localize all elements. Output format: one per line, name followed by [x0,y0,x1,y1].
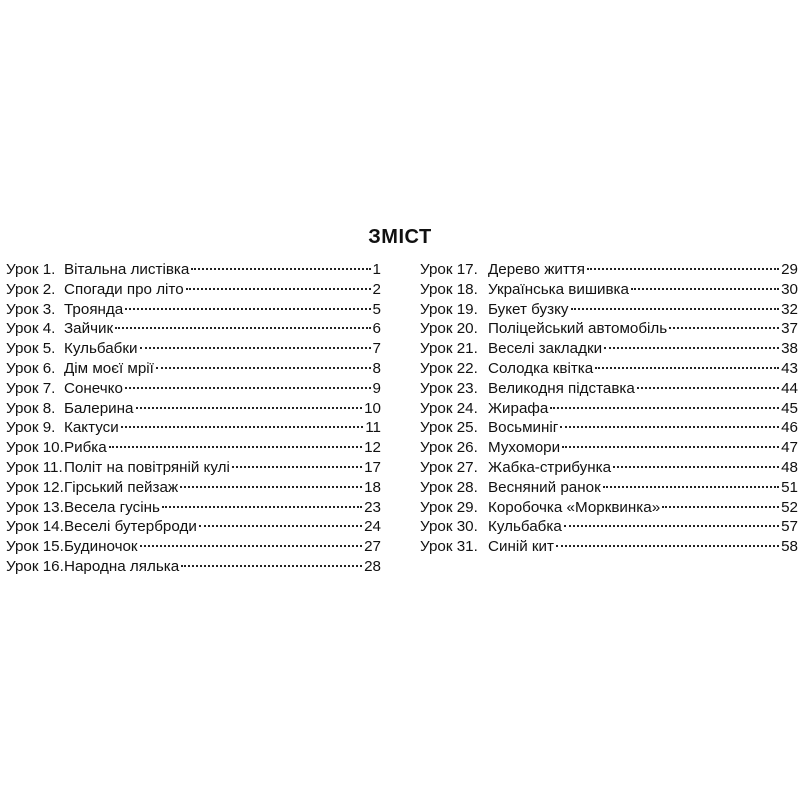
lesson-number: Урок 17. [420,261,478,278]
page-number: 1 [372,261,381,278]
page-number: 23 [364,498,381,516]
dot-leader [587,268,779,270]
toc-entry [6,498,381,518]
page-number: 58 [781,538,798,556]
toc-entry [6,418,381,438]
lesson-number: Урок 4. [6,320,56,338]
lesson-number: Урок 14. [6,518,64,536]
dot-leader [125,308,370,310]
lesson-title: Політ на повітряній кулі [64,458,230,476]
lesson-title: Спогади про літо [64,280,184,298]
dot-leader [199,525,362,527]
lesson-title: Балерина [64,399,134,417]
toc-entry [6,379,381,399]
lesson-number: Урок 9. [6,419,56,437]
lesson-number: Урок 28. [420,478,478,496]
lesson-title: Жабка-стрибунка [488,458,612,476]
dot-leader [125,387,371,389]
lesson-title: Троянда [64,300,124,318]
page-number: 10 [364,399,381,417]
toc-entry [420,399,798,419]
lesson-title: Українська вишивка [488,280,629,298]
lesson-title: Весела гусінь [64,498,160,516]
lesson-title: Поліцейський автомобіль [488,320,668,338]
lesson-title: Народна лялька [64,557,180,575]
lesson-title: Дерево життя [488,261,585,278]
page-number: 8 [372,359,381,377]
dot-leader [603,486,779,488]
page-number: 46 [781,419,798,437]
lesson-title: Веселі закладки [488,340,603,358]
dot-leader [186,288,371,290]
toc-entry [6,300,381,320]
toc-entry [420,458,798,478]
lesson-number: Урок 25. [420,419,478,437]
dot-leader [121,426,363,428]
toc-entry [6,359,381,379]
page-number: 30 [781,280,798,298]
dot-leader [604,347,779,349]
toc-entry [420,498,798,518]
lesson-number: Урок 16. [6,557,64,575]
lesson-title: Дім моєї мрії [64,359,154,377]
dot-leader [669,327,779,329]
toc-entry [420,418,798,438]
toc-entry [420,280,798,300]
dot-leader [162,506,362,508]
lesson-title: Коробочка «Морквинка» [488,498,661,516]
lesson-number: Урок 7. [6,379,56,397]
dot-leader [140,545,363,547]
page-number: 6 [372,320,381,338]
toc-entry [6,537,381,557]
toc-entry [6,557,381,577]
dot-leader [662,506,779,508]
dot-leader [136,407,363,409]
dot-leader [232,466,362,468]
lesson-title: Рибка [64,439,107,457]
toc-entry [420,260,798,280]
page-number: 37 [781,320,798,338]
lesson-number: Урок 19. [420,300,478,318]
lesson-title: Мухомори [488,439,561,457]
lesson-title: Кульбабки [64,340,138,358]
toc-right-column [420,260,798,557]
lesson-title: Вітальна листівка [64,261,190,278]
toc-entry [420,300,798,320]
toc-entry [6,399,381,419]
page-number: 43 [781,359,798,377]
page-number: 28 [364,557,381,575]
lesson-number: Урок 5. [6,340,56,358]
lesson-number: Урок 15. [6,538,64,556]
page-number: 45 [781,399,798,417]
toc-entry [6,478,381,498]
lesson-number: Урок 2. [6,280,56,298]
page-number: 11 [365,419,381,437]
lesson-title: Веселі бутерброди [64,518,197,536]
lesson-number: Урок 18. [420,280,478,298]
toc-entry [6,438,381,458]
dot-leader [181,565,362,567]
page-number: 57 [781,518,798,536]
lesson-number: Урок 23. [420,379,478,397]
dot-leader [595,367,779,369]
page-number: 47 [781,439,798,457]
toc-entry [6,458,381,478]
toc-entry [420,319,798,339]
lesson-number: Урок 8. [6,399,56,417]
lesson-title: Весняний ранок [488,478,601,496]
lesson-number: Урок 21. [420,340,478,358]
lesson-number: Урок 6. [6,359,56,377]
dot-leader [571,308,780,310]
dot-leader [109,446,362,448]
toc-left-column [6,260,381,577]
dot-leader [156,367,371,369]
page-number: 12 [364,439,381,457]
page-number: 18 [364,478,381,496]
page-number: 27 [364,538,381,556]
page-number: 7 [372,340,381,358]
toc-entry [420,339,798,359]
lesson-number: Урок 29. [420,498,478,516]
dot-leader [140,347,371,349]
toc-entry [420,478,798,498]
page-number: 2 [372,280,381,298]
page-number: 51 [781,478,798,496]
dot-leader [560,426,779,428]
lesson-number: Урок 12. [6,478,64,496]
lesson-title: Жирафа [488,399,549,417]
page-title: ЗМІСТ [368,226,432,248]
lesson-title: Будиночок [64,538,138,556]
page-number: 29 [781,261,798,278]
lesson-number: Урок 20. [420,320,478,338]
lesson-title: Кульбабка [488,518,562,536]
dot-leader [564,525,779,527]
page-number: 24 [364,518,381,536]
toc-entry [420,438,798,458]
lesson-number: Урок 22. [420,359,478,377]
page-number: 48 [781,458,798,476]
lesson-number: Урок 24. [420,399,478,417]
lesson-number: Урок 27. [420,458,478,476]
page-number: 17 [364,458,381,476]
page-number: 5 [372,300,381,318]
lesson-title: Синій кит [488,538,555,556]
lesson-number: Урок 13. [6,498,64,516]
lesson-number: Урок 10. [6,439,64,457]
page-number: 9 [372,379,381,397]
page-number: 38 [781,340,798,358]
dot-leader [556,545,779,547]
dot-leader [550,407,779,409]
toc-entry [6,280,381,300]
lesson-number: Урок 1. [6,261,56,278]
dot-leader [115,327,370,329]
dot-leader [180,486,362,488]
page-number: 52 [781,498,798,516]
toc-entry [420,537,798,557]
lesson-number: Урок 26. [420,439,478,457]
toc-entry [6,517,381,537]
toc-entry [6,339,381,359]
lesson-number: Урок 31. [420,538,478,556]
lesson-title: Сонечко [64,379,123,397]
lesson-number: Урок 11. [6,458,63,476]
lesson-title: Зайчик [64,320,114,338]
lesson-title: Солодка квітка [488,359,594,377]
dot-leader [637,387,779,389]
toc-entry [6,260,381,280]
toc-entry [420,379,798,399]
toc-entry [420,359,798,379]
dot-leader [191,268,370,270]
dot-leader [613,466,779,468]
lesson-title: Гірський пейзаж [64,478,179,496]
toc-entry [420,517,798,537]
lesson-number: Урок 30. [420,518,478,536]
toc-entry [6,319,381,339]
page-number: 44 [781,379,798,397]
lesson-title: Кактуси [64,419,119,437]
lesson-number: Урок 3. [6,300,56,318]
page-number: 32 [781,300,798,318]
lesson-title: Восьминіг [488,419,559,437]
lesson-title: Букет бузку [488,300,569,318]
dot-leader [631,288,779,290]
dot-leader [562,446,779,448]
lesson-title: Великодня підставка [488,379,635,397]
